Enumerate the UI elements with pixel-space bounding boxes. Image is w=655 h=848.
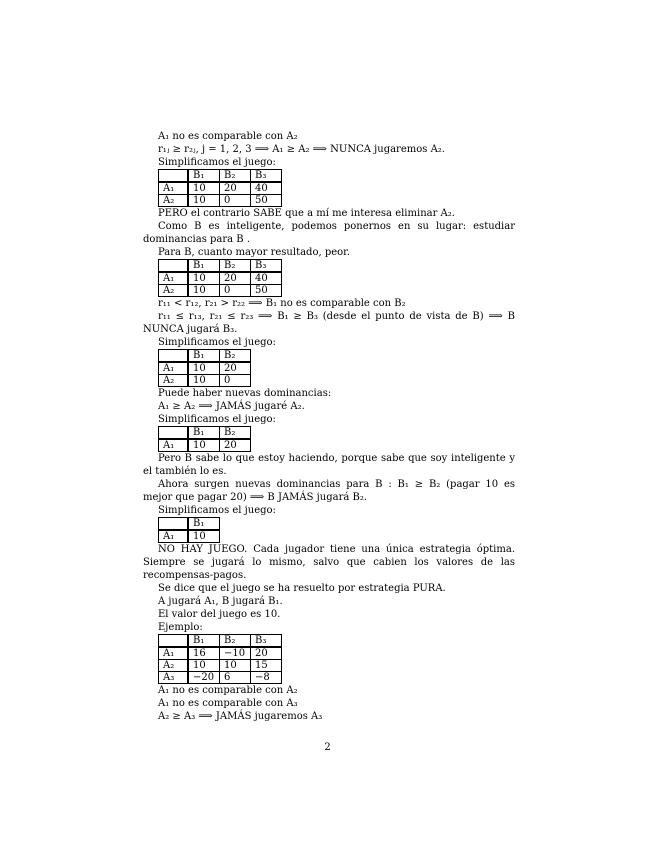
payoff-table [158, 349, 251, 387]
row-label: A₁ [159, 530, 189, 543]
table-row [159, 672, 282, 684]
column-header: B₁ [188, 635, 220, 648]
column-header: B₃ [251, 170, 282, 183]
table-cell: 20 [220, 272, 251, 285]
table-cell: 10 [188, 439, 220, 452]
table-corner-cell [159, 170, 189, 183]
table-cell: 50 [251, 285, 282, 297]
column-header: B₁ [188, 427, 220, 440]
text-line: A₁ no es comparable con A₂ [158, 685, 298, 696]
column-header: B₂ [220, 635, 251, 648]
row-label: A₂ [159, 375, 189, 387]
table-header-row [159, 635, 282, 648]
table-cell: 40 [251, 182, 282, 195]
table-header-row [159, 518, 220, 531]
table-row [159, 660, 282, 672]
table-cell: 10 [188, 195, 220, 207]
table-row [159, 375, 251, 387]
table-corner-cell [159, 635, 189, 648]
document-body [143, 130, 515, 723]
table-header-row [159, 350, 251, 363]
table-cell: 20 [251, 647, 282, 660]
table-corner-cell [159, 427, 189, 440]
table-cell: 15 [251, 660, 282, 672]
table-row [159, 182, 282, 195]
row-label: A₂ [159, 285, 189, 297]
text-line: Para B, cuanto mayor resultado, peor. [158, 247, 351, 258]
text-line: r₁ⱼ ≥ r₂ⱼ, j = 1, 2, 3 ⟹ A₁ ≥ A₂ ⟹ NUNCA jugaremos A₂. [158, 144, 445, 155]
text-line: A₂ ≥ A₃ ⟹ JAMÁS jugaremos A₃ [158, 711, 323, 722]
column-header: B₂ [220, 260, 251, 273]
table-row [159, 285, 282, 297]
column-header: B₁ [188, 518, 220, 531]
column-header: B₃ [251, 260, 282, 273]
text-line: PERO el contrario SABE que a mí me interesa eliminar A₂. [158, 208, 455, 219]
text-line: A jugará A₁, B jugará B₁. [158, 596, 283, 607]
table-cell: −8 [251, 672, 282, 684]
table-header-row [159, 170, 282, 183]
paragraph: r₁₁ ≤ r₁₃, r₂₁ ≤ r₂₃ ⟹ B₁ ≥ B₃ (desde el punto de vista de B) ⟹ B NUNCA jugará B₃. [143, 311, 515, 335]
table-cell: 0 [220, 195, 251, 207]
table-cell: 50 [251, 195, 282, 207]
text-line: Puede haber nuevas dominancias: [158, 388, 332, 399]
table-corner-cell [159, 518, 189, 531]
row-label: A₁ [159, 647, 189, 660]
table-cell: 0 [220, 285, 251, 297]
column-header: B₂ [220, 350, 251, 363]
row-label: A₂ [159, 195, 189, 207]
table-cell: −10 [220, 647, 251, 660]
table-header-row [159, 427, 251, 440]
text-line: Simplificamos el juego: [158, 157, 276, 168]
table-corner-cell [159, 260, 189, 273]
column-header: B₂ [220, 427, 251, 440]
table-cell: 10 [188, 375, 220, 387]
table-cell: 20 [220, 182, 251, 195]
paragraph: Como B es inteligente, podemos ponernos en su lugar: estudiar dominancias para B . [143, 221, 515, 245]
table-cell: 40 [251, 272, 282, 285]
table-cell: 10 [188, 660, 220, 672]
table-corner-cell [159, 350, 189, 363]
table-row [159, 647, 282, 660]
row-label: A₁ [159, 439, 189, 452]
text-line: A₁ no es comparable con A₃ [158, 698, 298, 709]
table-row [159, 530, 220, 543]
table-cell: −20 [188, 672, 220, 684]
paragraph: NO HAY JUEGO. Cada jugador tiene una única estrategia óptima. Siempre se jugará lo mismo, salvo que cabien los valores de las recompensas-pagos. [143, 544, 515, 581]
table-cell: 16 [188, 647, 220, 660]
payoff-table [158, 426, 251, 452]
text-line: r₁₁ < r₁₂, r₂₁ > r₂₂ ⟹ B₁ no es comparable con B₂ [158, 298, 406, 309]
column-header: B₂ [220, 170, 251, 183]
table-row [159, 272, 282, 285]
table-cell: 20 [220, 439, 251, 452]
table-cell: 10 [188, 182, 220, 195]
row-label: A₁ [159, 362, 189, 375]
text-line: Ejemplo: [158, 622, 203, 633]
text-line: Simplificamos el juego: [158, 505, 276, 516]
column-header: B₁ [188, 350, 220, 363]
table-cell: 6 [220, 672, 251, 684]
table-row [159, 362, 251, 375]
table-row [159, 439, 251, 452]
table-cell: 10 [220, 660, 251, 672]
table-cell: 10 [188, 362, 220, 375]
payoff-table [158, 259, 282, 297]
column-header: B₁ [188, 170, 220, 183]
text-line: A₁ no es comparable con A₂ [158, 131, 298, 142]
page-number: 2 [324, 742, 331, 753]
column-header: B₁ [188, 260, 220, 273]
row-label: A₁ [159, 272, 189, 285]
column-header: B₃ [251, 635, 282, 648]
payoff-table [158, 517, 220, 543]
row-label: A₃ [159, 672, 189, 684]
paragraph: Ahora surgen nuevas dominancias para B : B₁ ≥ B₂ (pagar 10 es mejor que pagar 20) ⟹ B JAMÁS jugará B₂. [143, 479, 515, 503]
table-cell: 10 [188, 285, 220, 297]
text-line: Simplificamos el juego: [158, 337, 276, 348]
table-cell: 20 [220, 362, 251, 375]
text-line: Simplificamos el juego: [158, 414, 276, 425]
payoff-table [158, 169, 282, 207]
payoff-table [158, 634, 282, 684]
row-label: A₂ [159, 660, 189, 672]
text-line: El valor del juego es 10. [158, 609, 281, 620]
table-row [159, 195, 282, 207]
table-cell: 10 [188, 272, 220, 285]
paragraph: Pero B sabe lo que estoy haciendo, porque sabe que soy inteligente y el también lo es. [143, 453, 515, 477]
table-cell: 0 [220, 375, 251, 387]
text-line: Se dice que el juego se ha resuelto por estrategia PURA. [158, 583, 446, 594]
table-cell: 10 [188, 530, 220, 543]
text-line: A₁ ≥ A₂ ⟹ JAMÁS jugaré A₂. [158, 401, 305, 412]
table-header-row [159, 260, 282, 273]
row-label: A₁ [159, 182, 189, 195]
